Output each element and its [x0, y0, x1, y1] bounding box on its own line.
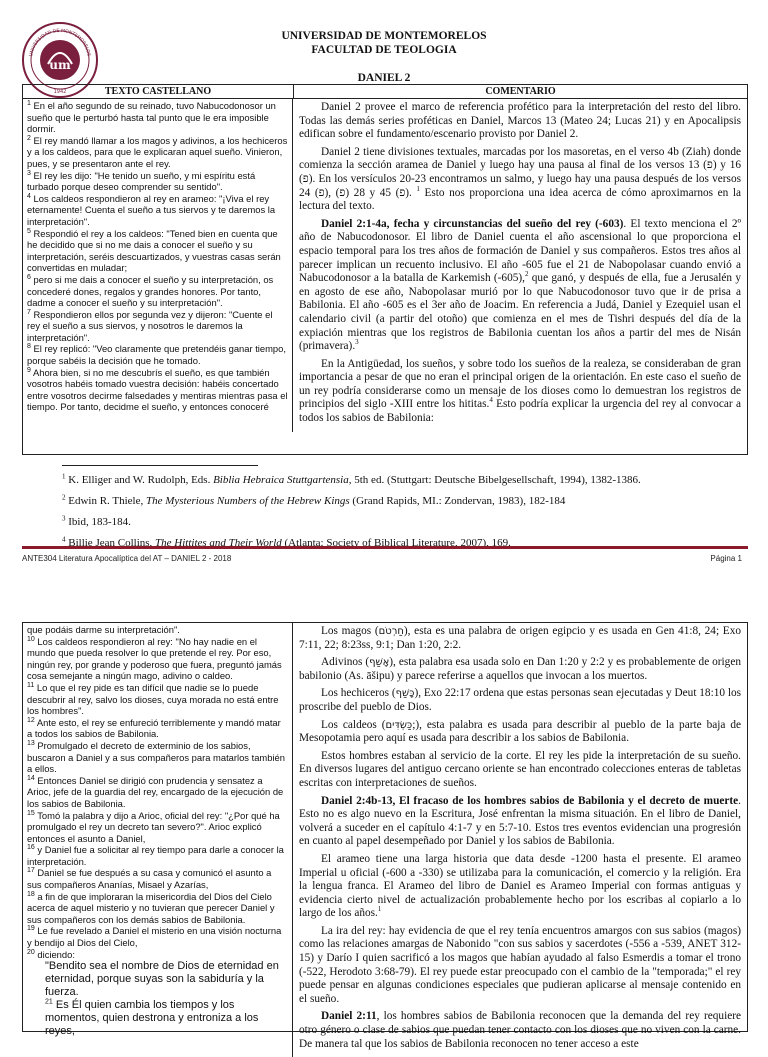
- university-name: UNIVERSIDAD DE MONTEMORELOS: [281, 30, 487, 42]
- left-column-heading: TEXTO CASTELLANO: [23, 85, 294, 98]
- verse-text: diciendo:: [37, 948, 75, 960]
- faculty-name: FACULTAD DE TEOLOGIA: [311, 44, 457, 56]
- commentary-paragraph: En la Antigüedad, los sueños, y sobre todo los sueños de la realeza, se consideraban de gran importancia a pesar de que no eran el principal origen de la orientación. En este caso el sueño de un rey podría considerarse como un mensaje de los dioses como lo demuestran los registros de principios del siglo -XIII entre los hititas.$^4$ Esto podría explicar la urgencia del rey al convocar a todos los sabios de Babilonia:: [299, 357, 741, 425]
- verse: [27, 193, 288, 228]
- verse-text: Tomó la palabra y dijo a Arioc, oficial del rey: "¿Por qué ha promulgado el rey un decreto tan severo?". Arioc explicó entonces el asunto a Daniel,: [27, 809, 280, 844]
- footnote: $^1$ K. Elliger and W. Rudolph, Eds. Biblia Hebraica Stuttgartensia, 5th ed. (Stuttgart: Deutsche Bibelgesellschaft, 1994), 1382-1386.: [62, 472, 641, 486]
- verse: [27, 367, 288, 413]
- verse: [27, 740, 288, 775]
- verse-number: 7: [27, 308, 31, 316]
- commentary-paragraph: Adivinos (אָשַׁף), esta palabra esa usada solo en Dan 1:20 y 2:2 y es probablemente de origen babilonio (As. āšipu) y parece referirse a aquellos que invocan a los muertos.: [299, 656, 741, 682]
- psalm-quote: "Bendito sea el nombre de Dios de eternidad en eternidad, porque suyas son la sabiduría y la fuerza. $^{21}$ Es Él quien cambia los tiempos y los momentos, quien destrona y entroniza a los reyes,: [45, 960, 279, 1038]
- verse: [27, 135, 288, 170]
- commentary-paragraph: Daniel 2 tiene divisiones textuales, marcadas por los masoretas, en el verso 4b (Ziah) donde comienza la sección aramea de Daniel y luego hay una pausa al final de los versos 13 (פ) y 16 (פ). En los versículos 20-23 encontramos un salmo, y luego hay una pausa después de los versos 24 (פ), 28 (פ) y 45 (פ). $^1$ Esto nos proporciona una idea acerca de cómo aproximarnos en la lectura del texto.: [299, 145, 741, 213]
- verse: [27, 170, 288, 193]
- verse: [27, 636, 288, 682]
- commentary-paragraph: Los caldeos (כַּשְׂדִּים;), esta palabra es usada para describir al pueblo de la parte baja de Mesopotamia pero aquí es usada para describir a los sabios de Babilonia.: [299, 718, 742, 745]
- commentary-column: [293, 623, 747, 1057]
- verse-text: Lo que el rey pide es tan difícil que nadie se lo puede descubrir al rey, salvo los dioses, cuya morada no está entre los hombres".: [27, 681, 279, 717]
- document-title: DANIEL 2: [357, 72, 411, 84]
- verse: [27, 717, 288, 740]
- verse: [27, 844, 288, 867]
- verse-text: Ahora bien, si no me descubrís el sueño, es que también vosotros habéis tomado vuestra decisión: habéis concertado entre vosotros decirme falsedades y mentiras mientras pasa el tiempo. Por tanto, decidme el sueño, y entonces conoceré: [27, 366, 288, 413]
- verse-number: 11: [27, 681, 35, 689]
- commentary-paragraph: El arameo tiene una larga historia que data desde -1200 hasta el presente. El arameo Imperial u oficial (-600 a -330) se utilizaba para la comunicación, el comercio y la religión. Era la lengua franca. El Arameo del libro de Daniel es Arameo Imperial con formas antiguas y evidencia cierto nivel de actualización probablemente hecho por los escribas al copiarlo a lo largo de los años.$^1$: [299, 852, 741, 920]
- page-gap: [0, 580, 768, 616]
- verse-text: El rey les dijo: "He tenido un sueño, y mi espíritu está turbado porque deseo comprender su sentido".: [27, 169, 256, 193]
- commentary-paragraph: La ira del rey: hay evidencia de que el rey tenía encuentros amargos con sus sabios (magos) como las relaciones amargas de Nabonido "con sus sabios y sacerdotes (-556 a -539, ANET 312-15) y Darío I quien sacrificó a los magos que habían ayudado al falso Esmerdis a tomar el trono (-522, Herodoto 3:68-79). El rey puede estar preocupado con el cambio de la "temporada;" el rey puede pensar en algunas condiciones especiales que pudieran aplicarse al mensaje contenido en el sueño.: [299, 924, 741, 1005]
- study-table-continued: [22, 622, 748, 1050]
- footnote: $^4$ Billie Jean Collins, The Hittites and Their World (Atlanta: Society of Biblical Literature, 2007), 169.: [62, 535, 511, 549]
- verse: [27, 810, 288, 845]
- verse-number: 13: [27, 739, 35, 747]
- verse-number: 5: [27, 227, 31, 235]
- commentary-column: [293, 99, 747, 432]
- verse-text: Los caldeos respondieron al rey: "No hay nadie en el mundo que pueda resolver lo que pretende el rey. Por eso, ningún rey, por grande y poderoso que fuera, preguntó jamás cosa semejante a ningún mago, adivino o caldeo.: [27, 635, 282, 682]
- commentary-paragraph: Daniel 2:11, los hombres sabios de Babilonia reconocen que la demanda del rey requiere otro género o clase de sabios que puedan tener contacto con los dioses que no viven con la carne. De manera tal que los sabios de Babilonia reconocen no tener acceso a este: [299, 1010, 742, 1050]
- page-footer: [22, 546, 748, 563]
- footnote: $^3$ Ibid, 183-184.: [62, 514, 131, 528]
- verse-number: 8: [27, 343, 31, 351]
- verse-number: 1: [27, 99, 31, 107]
- verse: [27, 891, 288, 926]
- right-column-heading: COMENTARIO: [485, 86, 556, 97]
- verse-number: 18: [27, 890, 35, 898]
- svg-text:UNIVERSIDAD DE MONTEMORELOS: UNIVERSIDAD DE MONTEMORELOS: [29, 28, 91, 57]
- verse-number: 4: [27, 192, 31, 200]
- table-header: [23, 85, 747, 99]
- verse: [27, 624, 288, 636]
- verse-number: 15: [27, 809, 35, 817]
- svg-text:um: um: [49, 58, 71, 72]
- verse-number: 16: [27, 844, 35, 852]
- verse-number: 20: [27, 948, 35, 956]
- spanish-text-column: [23, 623, 293, 1057]
- verse-text: Ante esto, el rey se enfureció terriblemente y mandó matar a todos los sabios de Babilonia.: [27, 716, 281, 740]
- verse-number: 14: [27, 774, 35, 782]
- verse: [27, 343, 288, 366]
- verse-text: pero si me dais a conocer el sueño y su interpretación, os concederé dones, regalos y grandes honores. Por tanto, dadme a conocer el sueño y su interpretación".: [27, 273, 274, 309]
- verse-text: Respondieron ellos por segunda vez y dijeron: "Cuente el rey el sueño a sus siervos, y nosotros le daremos la interpretación".: [27, 308, 273, 343]
- verse: [27, 775, 288, 810]
- footnote: $^2$ Edwin R. Thiele, The Mysterious Numbers of the Hebrew Kings (Grand Rapids, MI.: Zondervan, 1983), 182-184: [62, 493, 566, 507]
- verse-number: 19: [27, 925, 35, 933]
- verse-number: 17: [27, 867, 35, 875]
- study-table: [22, 84, 748, 455]
- verse: [27, 274, 288, 309]
- footer-page-number: Página 1: [710, 554, 742, 563]
- commentary-paragraph: Daniel 2:4b-13, El fracaso de los hombres sabios de Babilonia y el decreto de muerte. Esto no es algo nuevo en la Escritura, José enfrentan la misma situación. En el libro de Daniel, volverá a suceder en el capítulo 4:1-7 y en 5:7-10. Estos tres eventos evidencian una progresión en cuanto al papel desempeñado por Daniel y los sabios de Babilonia.: [299, 794, 741, 848]
- page-2: [0, 616, 768, 1050]
- verse-text: El rey replicó: "Veo claramente que pretendéis ganar tiempo, porque sabéis la decisión que he tomado.: [27, 343, 286, 367]
- verse: [27, 925, 288, 948]
- footnote-separator: [62, 465, 258, 466]
- verse-number: 10: [27, 635, 35, 643]
- verse-text: que podáis darme su interpretación".: [27, 624, 180, 635]
- verse: [27, 100, 288, 135]
- verse: [27, 228, 288, 274]
- verse-text: El rey mandó llamar a los magos y adivinos, a los hechiceros y a los caldeos, para que le explicaran aquel sueño. Vinieron, pues, y se presentaron ante el rey.: [27, 134, 288, 169]
- svg-text:1942: 1942: [53, 89, 67, 95]
- footer-course: ANTE304 Literatura Apocalíptica del AT – DANIEL 2 - 2018: [22, 554, 232, 563]
- verse-text: Entonces Daniel se dirigió con prudencia y sensatez a Arioc, jefe de la guardia del rey, encargado de la ejecución de los sabios de Babilonia.: [27, 774, 284, 809]
- commentary-paragraph: Estos hombres estaban al servicio de la corte. El rey les pide la interpretación de su sueño. En diversos lugares del antiguo cercano oriente se han encontrado colecciones enteras de tabletas escritas con interpretaciones de sueños.: [299, 749, 741, 789]
- verse-text: a fin de que imploraran la misericordia del Dios del Cielo acerca de aquel misterio y no tuvieran que perecer Daniel y sus compañeros con los demás sabios de Babilonia.: [27, 890, 275, 925]
- verse: [27, 682, 288, 717]
- verse-number: 9: [27, 366, 31, 374]
- verse-text: y Daniel fue a solicitar al rey tiempo para darle a conocer la interpretación.: [27, 844, 284, 867]
- commentary-paragraph: Los magos (חַרְטֹם), esta es una palabra de origen egipcio y es usada en Gen 41:8, 24; Exo 7:11, 22; 8:23ss, 9:1; Dan 1:20, 2:2.: [299, 625, 741, 651]
- verse-number: 6: [27, 273, 31, 281]
- verse-text: Los caldeos respondieron al rey en arameo: "¡Viva el rey eternamente! Cuenta el sueño a tus siervos y te daremos la interpretación".: [27, 192, 276, 227]
- commentary-paragraph: Daniel 2 provee el marco de referencia profético para la interpretación del resto del libro. Todas las demás series proféticas en Daniel, Marcos 13 (Mateo 24; Lucas 21) y en Apocalipsis edifican sobre el fundamento/escenario provisto por Daniel 2.: [299, 101, 741, 141]
- commentary-paragraph: Daniel 2:1-4a, fecha y circunstancias del sueño del rey (-603). El texto menciona el 2º año de Nabucodonosor. El libro de Daniel cuenta el año ascensional lo que proporciona el espacio temporal para los tres años de formación de Daniel y sus compañeros. Estos tres años al parecer implican un recuento inclusivo. El año -605 fue el 21 de Nabopolasar cuando envió a Nabucodonosor a la batalla de Karkemish (-605),$^2$ que ganó, y después de ella, fue a Jerusalén y en agosto de ese año, Nabopolasar murió por lo que Nabucodonosor tuvo que ir de prisa a Babilonia. El año -605 es el 3er año de Joacim. En referencia a Judá, Daniel y Ezequiel usan el calendario civil (a partir del otoño) que comienza en el mes de Tishri después del día de la expiación mientras que los registros de Babilonia cuentan los años a partir del mes de Nisán (primavera).$^3$: [299, 217, 742, 353]
- commentary-paragraph: Los hechiceros (כָּשַׁף), Exo 22:17 ordena que estas personas sean ejecutadas y Deut 18:10 los proscribe del pueblo de Dios.: [299, 687, 742, 713]
- verse-text: Respondió el rey a los caldeos: "Tened bien en cuenta que he decidido que si no me dais a conocer el sueño y su interpretación, seréis descuartizados, y vuestras casas serán convertidas en muladar;: [27, 227, 281, 274]
- verse: [27, 949, 288, 961]
- verse-text: Promulgado el decreto de exterminio de los sabios, buscaron a Daniel y a sus compañeros para matarlos también a ellos.: [27, 739, 285, 775]
- verse-number: 12: [27, 716, 35, 724]
- verse-text: Le fue revelado a Daniel el misterio en una visión nocturna y bendijo al Dios del Cielo,: [27, 925, 282, 949]
- verse-text: Daniel se fue después a su casa y comunicó el asunto a sus compañeros Ananías, Misael y Azarías,: [27, 867, 272, 891]
- verse: [27, 309, 288, 344]
- verse: [27, 867, 288, 890]
- verse-number: 3: [27, 169, 31, 177]
- spanish-text-column: [23, 99, 293, 432]
- verse-number: 2: [27, 134, 31, 142]
- verse-text: En el año segundo de su reinado, tuvo Nabucodonosor un sueño que le perturbó hasta tal punto que le era imposible dormir.: [27, 100, 276, 135]
